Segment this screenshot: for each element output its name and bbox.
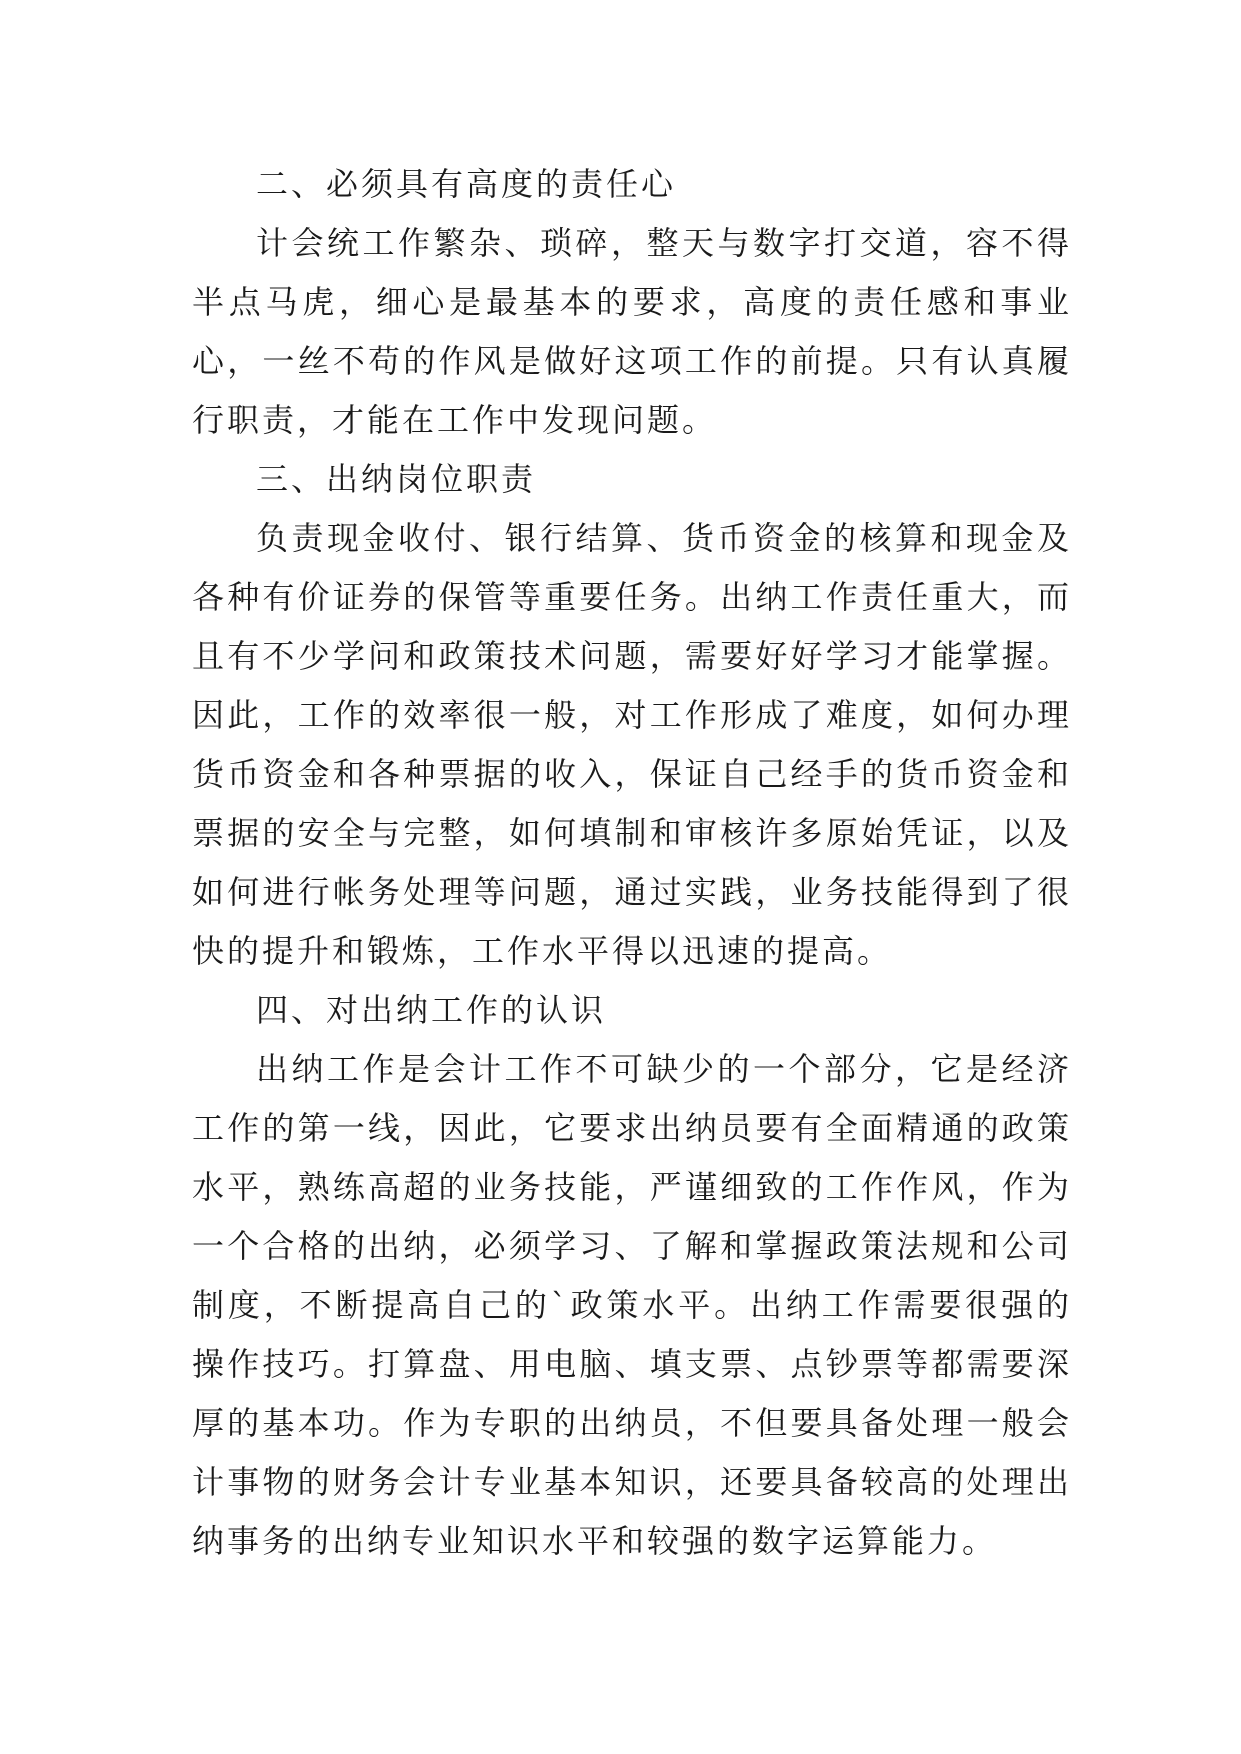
section-heading-cashier-understanding: 四、对出纳工作的认识 bbox=[256, 991, 607, 1029]
document-page bbox=[192, 155, 1072, 1571]
section-body-cashier-duties: 负责现金收付、银行结算、货币资金的核算和现金及各种有价证券的保管等重要任务。出纳工作责任重大，而且有不少学问和政策技术问题，需要好好学习才能掌握。因此，工作的效率很一般，对工作形成了难度，如何办理货币资金和各种票据的收入，保证自己经手的货币资金和票据的安全与完整，如何填制和审核许多原始凭证，以及如何进行帐务处理等问题，通过实践，业务技能得到了很快的提升和锻炼，工作水平得以迅速的提高。 bbox=[192, 519, 1072, 970]
section-heading-cashier-duties: 三、出纳岗位职责 bbox=[256, 460, 537, 498]
section-body-responsibility: 计会统工作繁杂、琐碎，整天与数字打交道，容不得半点马虎，细心是最基本的要求，高度的责任感和事业心，一丝不苟的作风是做好这项工作的前提。只有认真履行职责，才能在工作中发现问题。 bbox=[192, 224, 1072, 439]
section-heading-responsibility: 二、必须具有高度的责任心 bbox=[256, 165, 677, 203]
section-body-cashier-understanding: 出纳工作是会计工作不可缺少的一个部分，它是经济工作的第一线，因此，它要求出纳员要有全面精通的政策水平，熟练高超的业务技能，严谨细致的工作作风，作为一个合格的出纳，必须学习、了解和掌握政策法规和公司制度，不断提高自己的`政策水平。出纳工作需要很强的操作技巧。打算盘、用电脑、填支票、点钞票等都需要深厚的基本功。作为专职的出纳员，不但要具备处理一般会计事物的财务会计专业基本知识，还要具备较高的处理出纳事务的出纳专业知识水平和较强的数字运算能力。 bbox=[192, 1050, 1072, 1560]
